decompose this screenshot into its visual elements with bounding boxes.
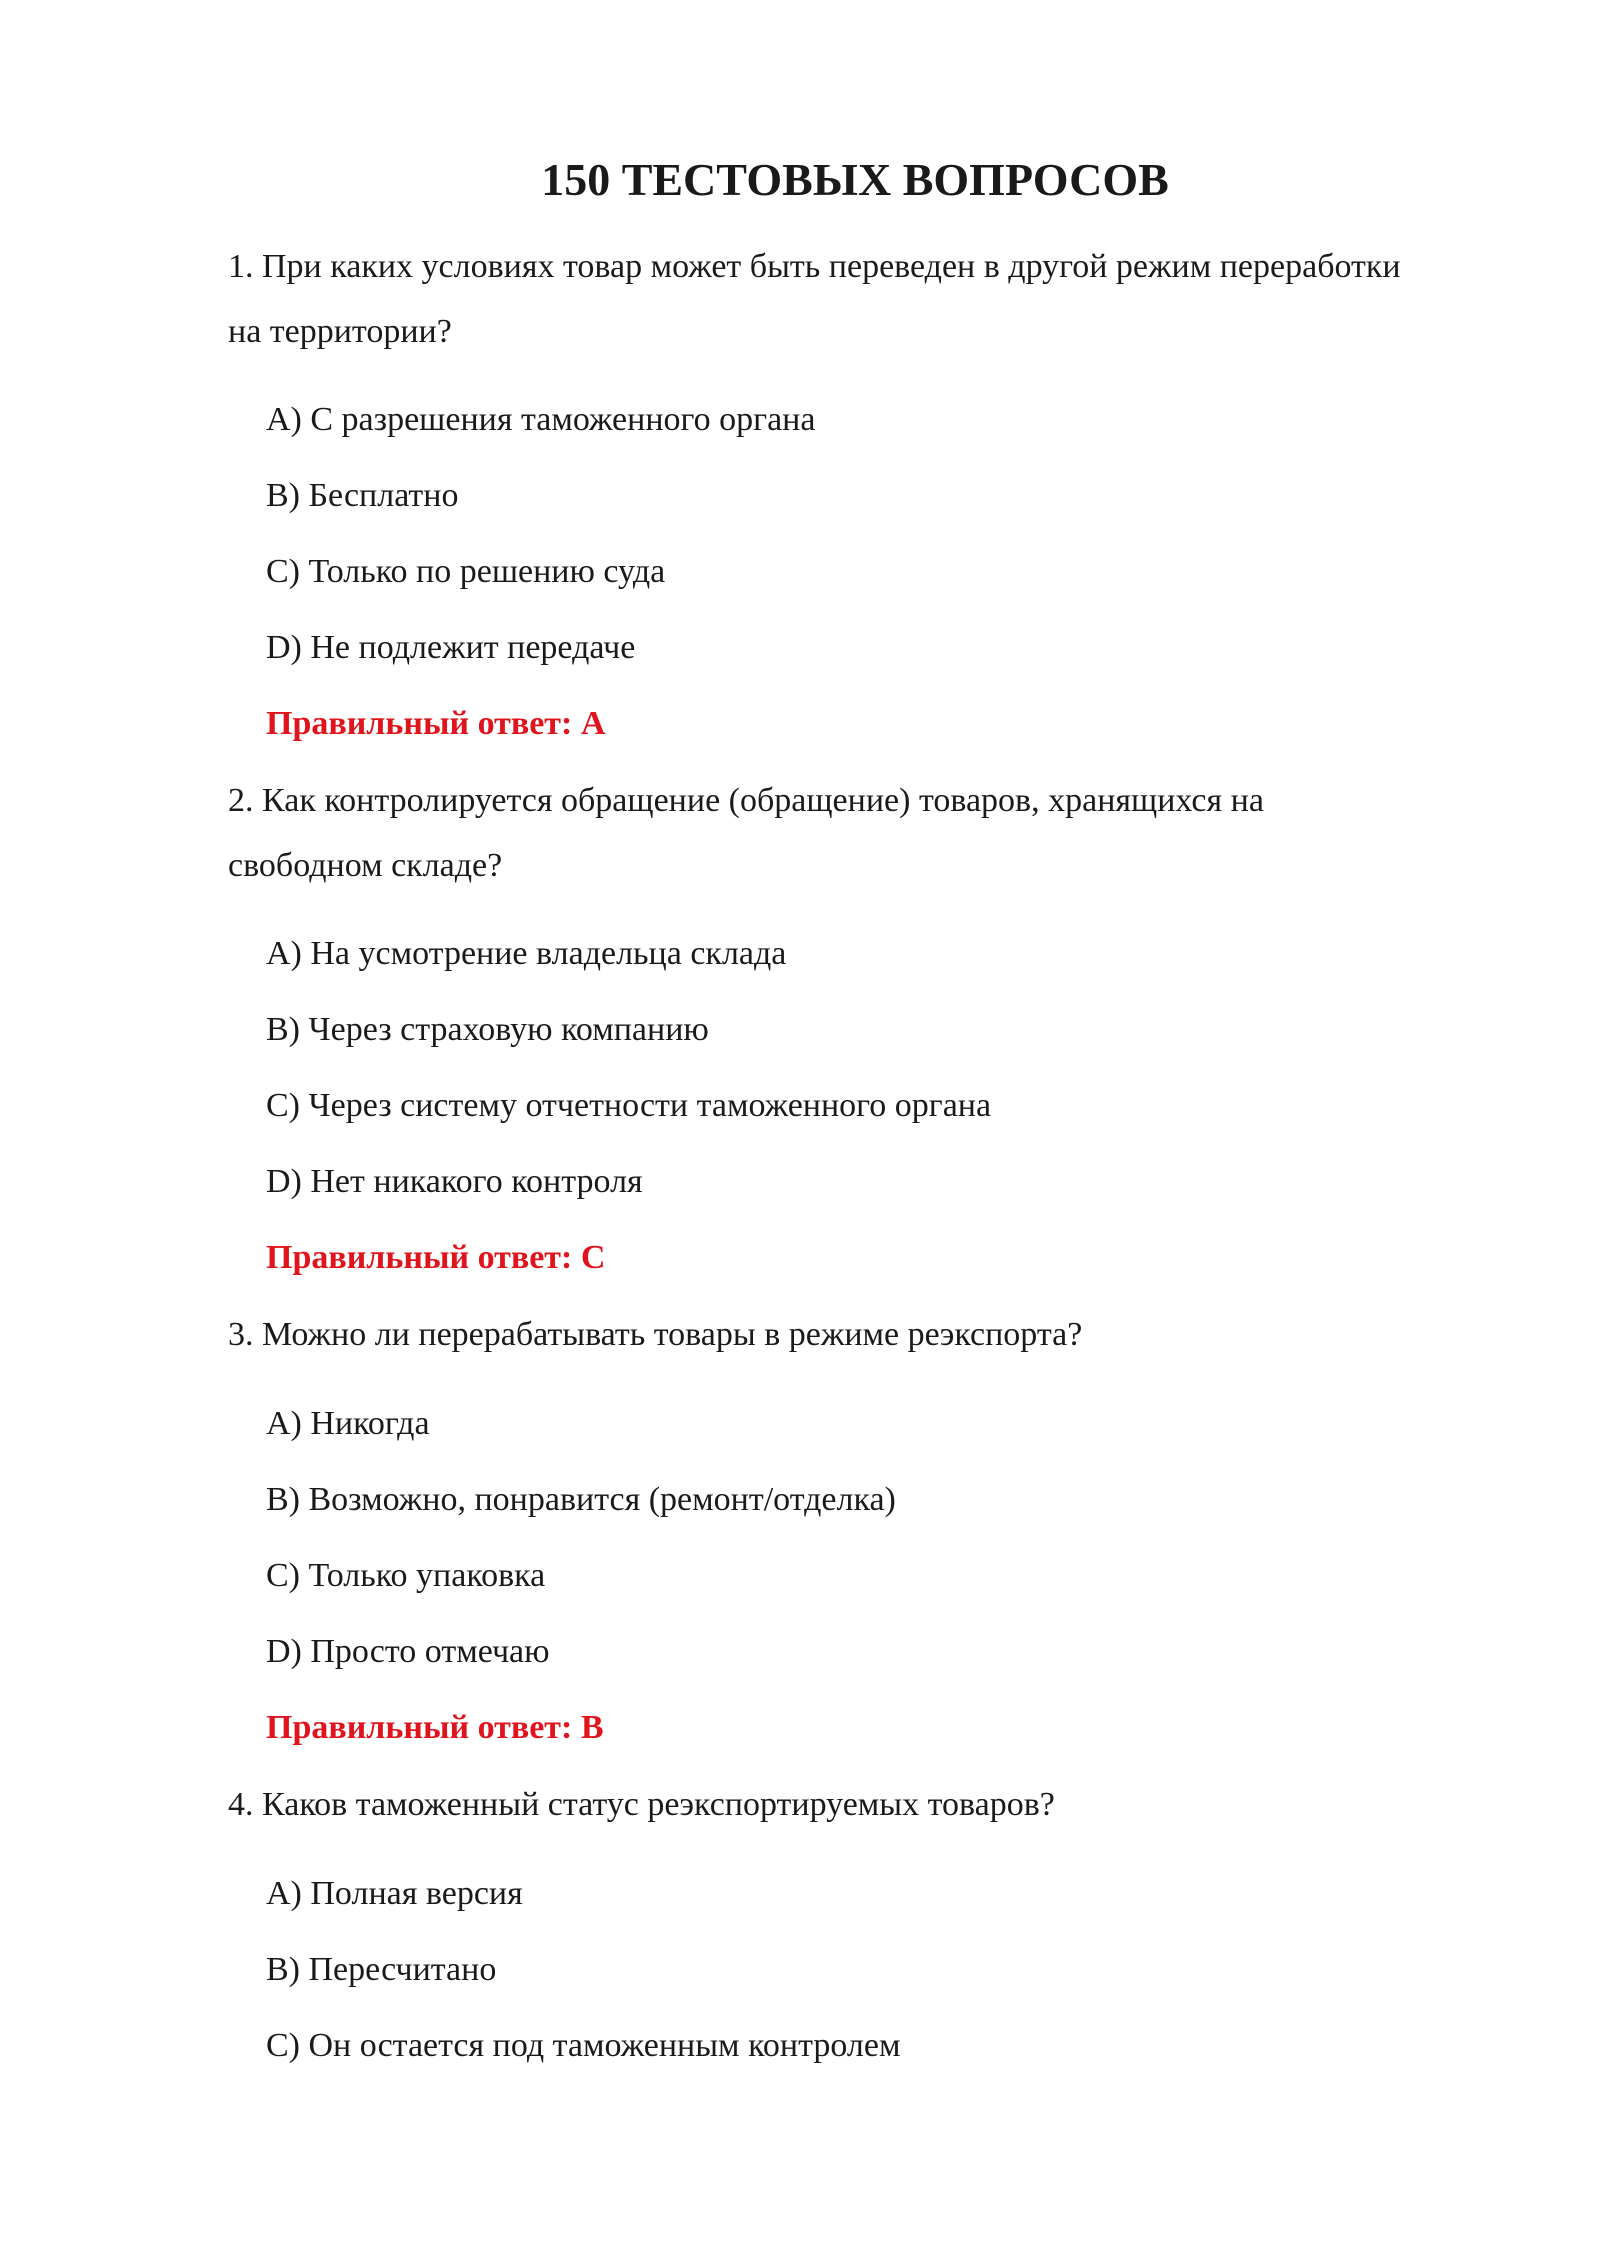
question-2-option-a: A) На усмотрение владельца склада: [266, 935, 787, 972]
question-3-text: 3. Можно ли перерабатывать товары в режиме реэкспорта?: [228, 1316, 1083, 1353]
question-3-option-c: C) Только упаковка: [266, 1557, 546, 1594]
question-2-option-b: B) Через страховую компанию: [266, 1011, 709, 1048]
question-2-option-d: D) Нет никакого контроля: [266, 1163, 643, 1200]
question-4-option-c: C) Он остается под таможенным контролем: [266, 2027, 901, 2064]
question-1-option-b: B) Бесплатно: [266, 477, 459, 514]
question-1-option-d: D) Не подлежит передаче: [266, 629, 636, 666]
document-title: 150 ТЕСТОВЫХ ВОПРОСОВ: [541, 154, 1169, 205]
question-3-option-b: B) Возможно, понравится (ремонт/отделка): [266, 1481, 896, 1518]
question-3-option-d: D) Просто отмечаю: [266, 1633, 550, 1670]
question-3-option-a: A) Никогда: [266, 1405, 430, 1442]
question-4-option-b: B) Пересчитано: [266, 1951, 497, 1988]
question-3-answer: Правильный ответ: B: [266, 1709, 604, 1746]
question-1-option-c: C) Только по решению суда: [266, 553, 666, 590]
question-2-option-c: C) Через систему отчетности таможенного органа: [266, 1087, 992, 1124]
question-4-text: 4. Каков таможенный статус реэкспортируемых товаров?: [228, 1786, 1055, 1823]
question-1-text: 1. При каких условиях товар может быть переведен в другой режим переработки на территории?: [228, 248, 1401, 350]
question-2-text: 2. Как контролируется обращение (обращение) товаров, хранящихся на свободном складе?: [228, 782, 1264, 884]
question-1-option-a: A) С разрешения таможенного органа: [266, 401, 816, 438]
question-4-option-a: A) Полная версия: [266, 1875, 523, 1912]
question-1-answer: Правильный ответ: A: [266, 705, 606, 742]
question-2-answer: Правильный ответ: C: [266, 1239, 606, 1276]
